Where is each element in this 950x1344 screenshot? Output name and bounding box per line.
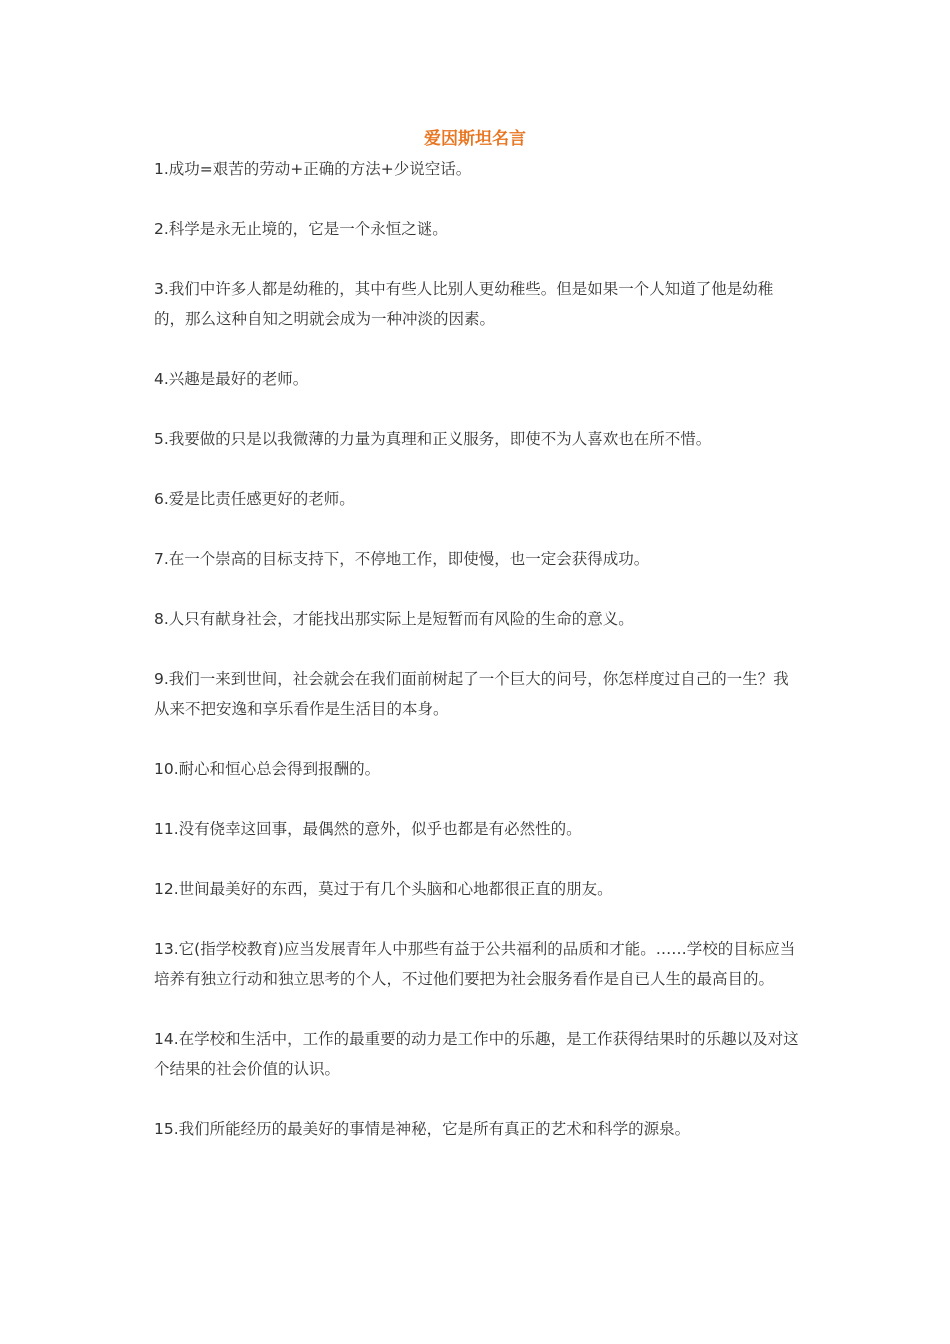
document-title: 爱因斯坦名言 xyxy=(424,129,526,149)
quote-item: 15.我们所能经历的最美好的事情是神秘，它是所有真正的艺术和科学的源泉。 xyxy=(154,1120,691,1138)
quote-item: 12.世间最美好的东西，莫过于有几个头脑和心地都很正直的朋友。 xyxy=(154,880,613,898)
quote-item: 8.人只有献身社会，才能找出那实际上是短暂而有风险的生命的意义。 xyxy=(154,610,634,628)
quote-item: 10.耐心和恒心总会得到报酬的。 xyxy=(154,760,381,778)
quote-item: 7.在一个崇高的目标支持下，不停地工作，即使慢，也一定会获得成功。 xyxy=(154,550,650,568)
quote-item: 13.它(指学校教育)应当发展青年人中那些有益于公共福利的品质和才能。……学校的目标应当培养有独立行动和独立思考的个人，不过他们要把为社会服务看作是自已人生的最高目的。 xyxy=(154,940,796,988)
quote-item: 2.科学是永无止境的，它是一个永恒之谜。 xyxy=(154,220,448,238)
quote-item: 6.爱是比责任感更好的老师。 xyxy=(154,490,355,508)
quote-item: 14.在学校和生活中，工作的最重要的动力是工作中的乐趣，是工作获得结果时的乐趣以及对这个结果的社会价值的认识。 xyxy=(154,1030,799,1078)
quote-list xyxy=(154,154,804,1174)
quote-item: 3.我们中许多人都是幼稚的，其中有些人比别人更幼稚些。但是如果一个人知道了他是幼稚的，那么这种自知之明就会成为一种冲淡的因素。 xyxy=(154,280,774,328)
quote-item: 9.我们一来到世间，社会就会在我们面前树起了一个巨大的问号，你怎样度过自己的一生？我从来不把安逸和享乐看作是生活目的本身。 xyxy=(154,670,789,718)
quote-item: 11.没有侥幸这回事，最偶然的意外，似乎也都是有必然性的。 xyxy=(154,820,582,838)
quote-item: 1.成功=艰苦的劳动+正确的方法+少说空话。 xyxy=(154,160,472,178)
quote-item: 5.我要做的只是以我微薄的力量为真理和正义服务，即使不为人喜欢也在所不惜。 xyxy=(154,430,712,448)
quote-item: 4.兴趣是最好的老师。 xyxy=(154,370,309,388)
